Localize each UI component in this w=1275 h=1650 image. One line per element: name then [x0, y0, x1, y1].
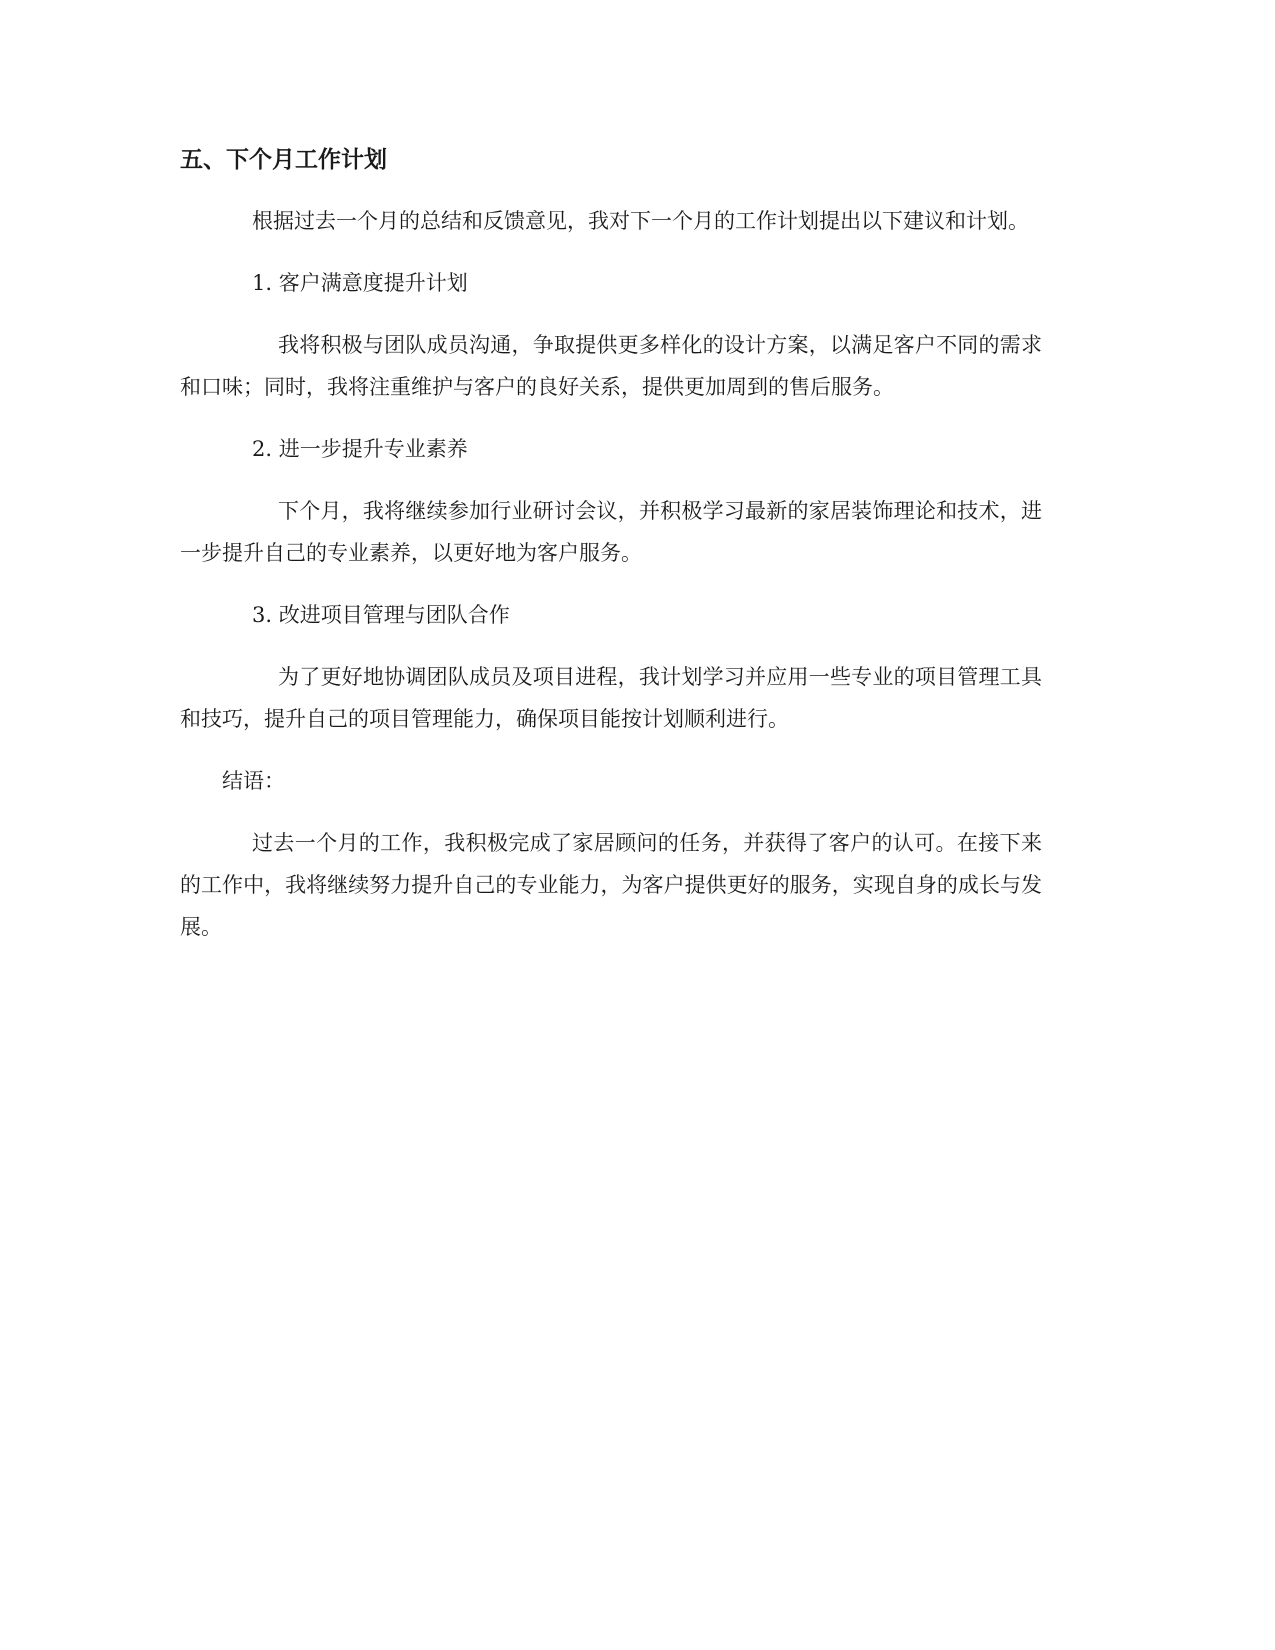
- closing-paragraph: 过去一个月的工作，我积极完成了家居顾问的任务，并获得了客户的认可。在接下来的工作中，我将继续努力提升自己的专业能力，为客户提供更好的服务，实现自身的成长与发展。: [180, 831, 1042, 939]
- plan-item-body-3: 为了更好地协调团队成员及项目进程，我计划学习并应用一些专业的项目管理工具和技巧，提升自己的项目管理能力，确保项目能按计划顺利进行。: [180, 665, 1042, 731]
- plan-item-body-1: 我将积极与团队成员沟通，争取提供更多样化的设计方案，以满足客户不同的需求和口味；同时，我将注重维护与客户的良好关系，提供更加周到的售后服务。: [180, 333, 1042, 399]
- plan-item-title-1: 1. 客户满意度提升计划: [252, 271, 468, 295]
- document-page: [180, 140, 1042, 968]
- plan-item-title-3: 3. 改进项目管理与团队合作: [252, 603, 510, 627]
- plan-item-body-2: 下个月，我将继续参加行业研讨会议，并积极学习最新的家居装饰理论和技术，进一步提升自己的专业素养，以更好地为客户服务。: [180, 499, 1042, 565]
- plan-item-title-2: 2. 进一步提升专业素养: [252, 437, 468, 461]
- closing-label: 结语：: [222, 769, 285, 793]
- section-heading: 五、下个月工作计划: [180, 147, 387, 173]
- intro-paragraph: 根据过去一个月的总结和反馈意见，我对下一个月的工作计划提出以下建议和计划。: [252, 209, 1029, 233]
